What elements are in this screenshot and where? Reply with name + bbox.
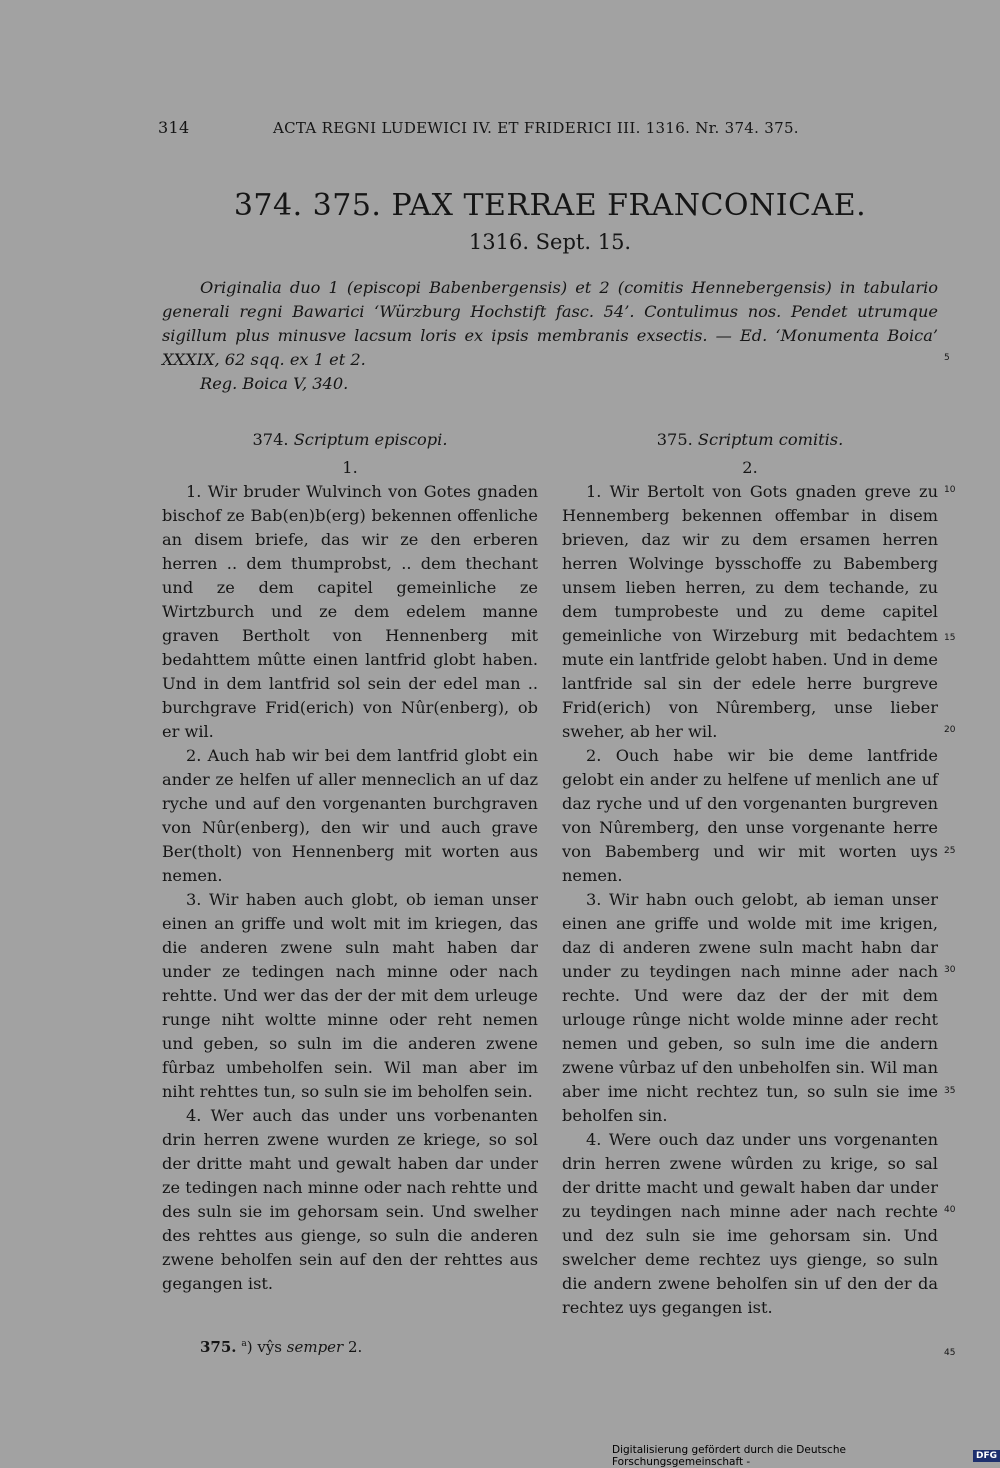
line-number: 15 <box>944 633 956 643</box>
line-number: 20 <box>944 725 956 735</box>
right-paragraph-3: 3. Wir habn ouch gelobt, ab ieman unser einen ane griffe und wolde mit ime krigen, daz di anderen zwene suln macht habn dar under zu teydingen nach minne ader nach rechte. Und were daz der der mit dem urlouge rûnge nicht wolde minne ader recht nemen und geben, so suln ime die andern zwene vûrbaz uf den unbeholfen sin. Wil man aber ime nicht rechtez tun, so suln sie ime beholfen sin. <box>562 890 938 1125</box>
credit-text: Digitalisierung gefördert durch die Deutsche Forschungsgemeinschaft - <box>612 1444 846 1468</box>
right-column-sub: 2. <box>742 458 758 477</box>
line-number: 5 <box>944 353 950 363</box>
left-paragraph-4: 4. Wer auch das under uns vorbenanten drin herren zwene wurden ze kriege, so sol der dritte maht und gewalt haben dar under ze tedingen nach minne oder nach rehtte und des suln sie im gehorsam sein. Und swelher des rehttes aus gienge, so suln die anderen zwene beholfen sein auf den der rehttes aus gegangen ist. <box>162 1106 538 1293</box>
left-heading-number: 374. <box>252 430 289 449</box>
footnote: 375. $^a$) vŷs semper 2. <box>200 1338 363 1356</box>
right-paragraph-1: 1. Wir Bertolt von Gots gnaden greve zu Hennemberg bekennen offembar in disem brieven, daz wir zu dem ersamen herren herren Wolvinge bysschoffe zu Babemberg unsem lieben herren, zu dem techande, zu dem tumprobeste und zu deme capitel gemeinliche von Wirzeburg mit bedachtem mute ein lantfride gelobt haben. Und in deme lantfride sal sin der edele herre burgreve Frid(erich) von Nûremberg, unse lieber sweher, ab her wil. <box>562 482 938 741</box>
line-number: 40 <box>944 1205 956 1215</box>
right-heading-label: Scriptum comitis. <box>697 430 844 449</box>
right-paragraph-4: 4. Were ouch daz under uns vorgenanten drin herren zwene wûrden zu krige, so sal der dritte macht und gewalt haben dar under zu teydingen nach minne ader nach rechte und dez suln sie ime gehorsam sin. Und swelcher deme rechtez uys gienge, so suln die andern zwene beholfen sin uf den der da rechtez uys gegangen ist. <box>562 1130 938 1317</box>
footnote-tail: 2. <box>348 1338 363 1356</box>
left-paragraph-1: 1. Wir bruder Wulvinch von Gotes gnaden bischof ze Bab(en)b(erg) bekennen offenliche an disem briefe, das wir ze den erberen herren .. dem thumprobst, .. dem thechant und ze dem capitel gemeinliche ze Wirtzburch und ze dem edelem manne graven Bertholt von Hennenberg mit bedahttem mûtte einen lantfrid globt haben. Und in dem lantfrid sol sein der edel man .. burchgrave Frid(erich) von Nûr(enberg), ob er wil. <box>162 482 538 741</box>
digitization-credit <box>612 1444 1000 1468</box>
left-paragraph-2: 2. Auch hab wir bei dem lantfrid globt ein ander ze helfen uf aller menneclich an uf daz ryche und auf den vorgenanten burchgraven von Nûr(enberg), den wir und auch grave Ber(tholt) von Hennenberg mit worten aus nemen. <box>162 746 538 885</box>
line-number: 10 <box>944 485 956 495</box>
intro-block <box>162 276 938 396</box>
intro-paragraph: Originalia duo 1 (episcopi Babenbergensis) et 2 (comitis Hennebergensis) in tabulario generali regni Bawarici ‘Würzburg Hochstift fasc. 54’. Contulimus nos. Pendet utrumque sigillum plus minusve lacsum loris ex ipsis membranis exsectis. — Ed. ‘Monumenta Boica’ XXXIX, 62 sqq. ex 1 et 2. <box>162 278 938 369</box>
footnote-italic: semper <box>286 1338 344 1356</box>
line-number: 25 <box>944 846 956 856</box>
intro-register: Reg. Boica V, 340. <box>200 374 349 393</box>
left-column-heading <box>162 428 538 452</box>
document-title: 374. 375. PAX TERRAE FRANCONICAE. <box>233 188 867 223</box>
line-number: 30 <box>944 965 956 975</box>
running-title: ACTA REGNI LUDEWICI IV. ET FRIDERICI III. 1316. Nr. 374. 375. <box>273 119 799 137</box>
right-heading-number: 375. <box>656 430 693 449</box>
left-paragraph-3: 3. Wir haben auch globt, ob ieman unser einen an griffe und wolt mit im kriegen, das die anderen zwene suln maht haben dar under ze tedingen nach minne oder nach rehtte. Und wer das der der mit dem urleuge runge niht woltte minne oder reht nemen und geben, so suln im die anderen zwene fûrbaz umbeholfen sein. Wil man aber im niht rehttes tun, so suln sie im beholfen sein. <box>162 890 538 1101</box>
footnote-marker: a <box>241 1339 247 1349</box>
footnote-text: vŷs <box>257 1338 282 1356</box>
left-heading-label: Scriptum episcopi. <box>293 430 448 449</box>
document-date: 1316. Sept. 15. <box>468 230 632 254</box>
right-column <box>562 428 938 1320</box>
right-paragraph-2: 2. Ouch habe wir bie deme lantfride gelobt ein ander zu helfene uf menlich ane uf daz ryche und uf den vorgenanten burgreven von Nûremberg, den unse vorgenante herre von Babemberg und wir mit worten uys nemen. <box>562 746 938 885</box>
line-number: 45 <box>944 1348 956 1358</box>
dfg-logo: DFG <box>973 1450 1000 1462</box>
right-column-heading <box>562 428 938 452</box>
left-column <box>162 428 538 1296</box>
footnote-number: 375. <box>200 1338 237 1356</box>
page-number: 314 <box>158 118 190 137</box>
line-number: 35 <box>944 1086 956 1096</box>
left-column-sub: 1. <box>342 458 358 477</box>
